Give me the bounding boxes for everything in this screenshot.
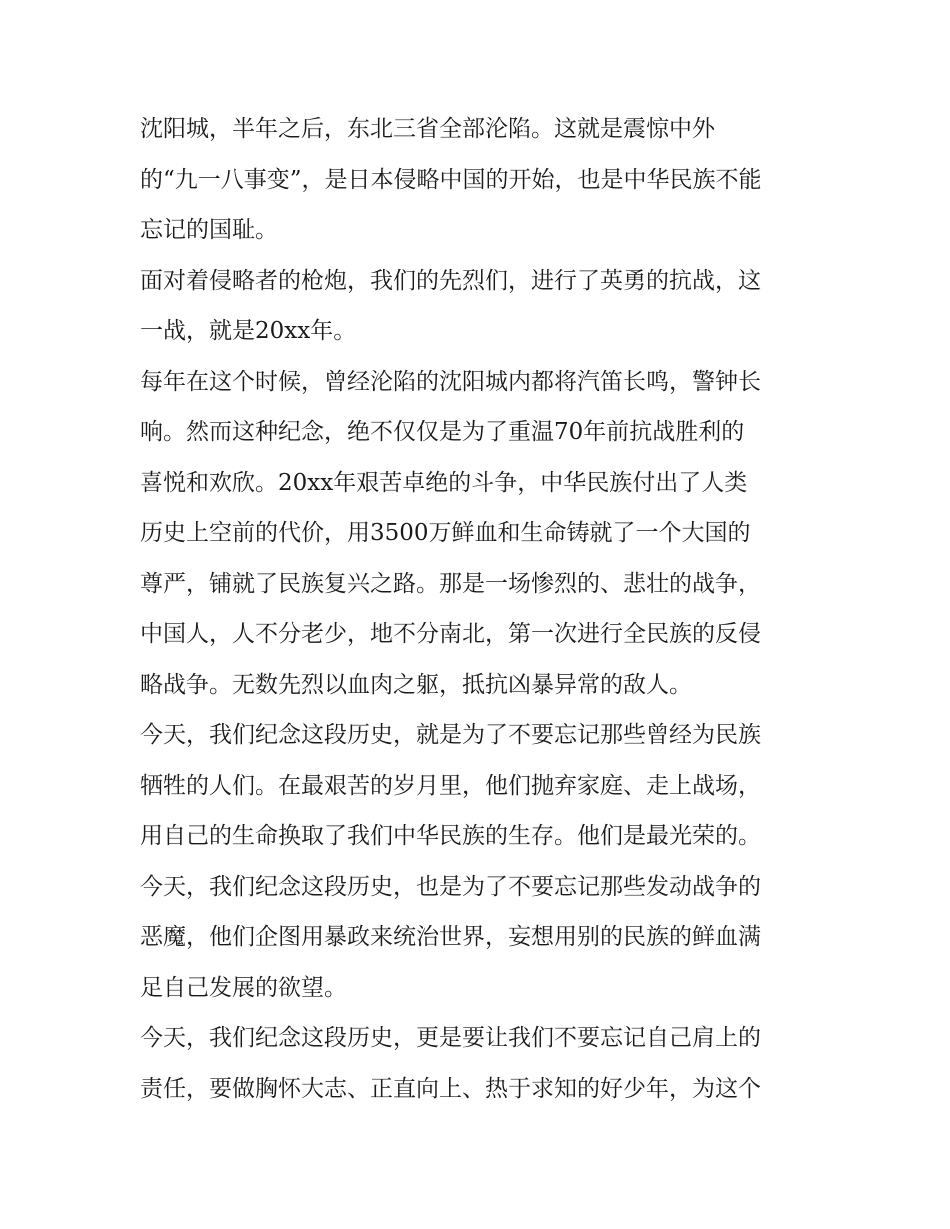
text-line: 略战争。无数先烈以血肉之躯，抵抗凶暴异常的敌人。: [140, 671, 692, 698]
text-line: 的“九一八事变”，是日本侵略中国的开始，也是中华民族不能: [140, 166, 762, 193]
text-line: 中国人，人不分老少，地不分南北，第一次进行全民族的反侵: [140, 621, 761, 647]
text-line: 牺牲的人们。在最艰苦的岁月里，他们抛弃家庭、走上战场，: [140, 772, 761, 799]
text-line: 历史上空前的代价，用3500万鲜血和生命铸就了一个大国的: [140, 520, 751, 546]
text-line: 面对着侵略者的枪炮，我们的先烈们，进行了英勇的抗战，这: [140, 267, 761, 294]
text-line: 足自己发展的欲望。: [140, 974, 347, 1001]
text-line: 恶魔，他们企图用暴政来统治世界，妄想用别的民族的鲜血满: [140, 924, 761, 950]
text-line: 今天，我们纪念这段历史，更是要让我们不要忘记自己肩上的: [140, 1025, 761, 1051]
text-line: 喜悦和欢欣。20xx年艰苦卓绝的斗争，中华民族付出了人类: [140, 469, 748, 496]
text-line: 响。然而这种纪念，绝不仅仅是为了重温70年前抗战胜利的: [140, 419, 745, 445]
text-line: 责任，要做胸怀大志、正直向上、热于求知的好少年，为这个: [140, 1075, 761, 1102]
text-line: 今天，我们纪念这段历史，就是为了不要忘记那些曾经为民族: [140, 722, 761, 748]
text-line: 沈阳城，半年之后，东北三省全部沦陷。这就是震惊中外: [140, 116, 715, 142]
text-line: 尊严，铺就了民族复兴之路。那是一场惨烈的、悲壮的战争，: [140, 570, 761, 597]
body-text: [140, 104, 820, 1114]
text-line: 忘记的国耻。: [140, 217, 278, 243]
text-line: 用自己的生命换取了我们中华民族的生存。他们是最光荣的。: [140, 823, 761, 849]
text-line: 一战，就是20xx年。: [140, 318, 357, 344]
text-line: 每年在这个时候，曾经沦陷的沈阳城内都将汽笛长鸣，警钟长: [140, 368, 761, 395]
text-line: 今天，我们纪念这段历史，也是为了不要忘记那些发动战争的: [140, 873, 761, 900]
